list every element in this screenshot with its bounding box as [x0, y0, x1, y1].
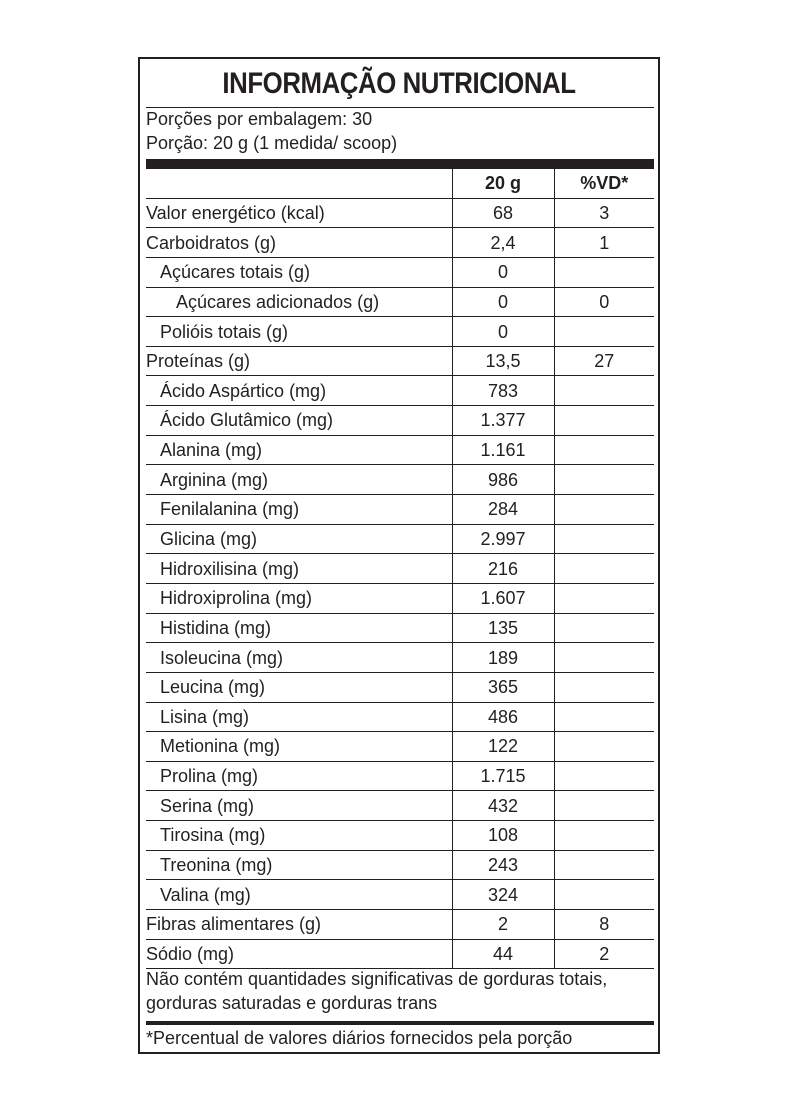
nutrient-name: Tirosina (mg)	[146, 821, 452, 851]
nutrient-name: Serina (mg)	[146, 791, 452, 821]
nutrient-name: Lisina (mg)	[146, 702, 452, 732]
nutrient-name: Ácido Glutâmico (mg)	[146, 406, 452, 436]
nutrient-row	[146, 554, 654, 584]
nutrient-amount: 189	[452, 643, 554, 673]
nutrient-row	[146, 761, 654, 791]
nutrient-dv	[554, 850, 654, 880]
nutrient-row	[146, 791, 654, 821]
footnote-line-1: Não contém quantidades significativas de gorduras totais,	[146, 969, 608, 989]
thick-divider	[146, 159, 654, 169]
nutrient-name: Açúcares totais (g)	[146, 257, 452, 287]
nutrient-row	[146, 376, 654, 406]
nutrient-amount: 0	[452, 257, 554, 287]
nutrient-row	[146, 257, 654, 287]
nutrient-amount: 2	[452, 910, 554, 940]
dv-note: *Percentual de valores diários fornecidos pela porção	[146, 1028, 573, 1048]
nutrient-table	[146, 169, 654, 969]
nutrition-facts-label	[138, 57, 660, 1054]
nutrient-name: Proteínas (g)	[146, 346, 452, 376]
nutrient-dv	[554, 583, 654, 613]
nutrient-dv: 27	[554, 346, 654, 376]
header-amount: 20 g	[452, 169, 554, 198]
nutrient-amount: 0	[452, 317, 554, 347]
serving-size: Porção: 20 g (1 medida/ scoop)	[146, 133, 398, 153]
nutrient-name: Metionina (mg)	[146, 732, 452, 762]
nutrient-dv	[554, 613, 654, 643]
nutrient-name: Hidroxilisina (mg)	[146, 554, 452, 584]
nutrient-row	[146, 435, 654, 465]
nutrient-row	[146, 613, 654, 643]
nutrient-name: Treonina (mg)	[146, 850, 452, 880]
nutrient-dv: 2	[554, 939, 654, 969]
nutrient-dv	[554, 435, 654, 465]
footnote-no-significant	[146, 967, 607, 1015]
nutrient-dv: 1	[554, 228, 654, 258]
nutrient-name: Polióis totais (g)	[146, 317, 452, 347]
nutrient-row	[146, 643, 654, 673]
nutrient-name: Fibras alimentares (g)	[146, 910, 452, 940]
nutrient-name: Hidroxiprolina (mg)	[146, 583, 452, 613]
nutrient-amount: 783	[452, 376, 554, 406]
nutrient-row	[146, 702, 654, 732]
nutrient-amount: 1.607	[452, 583, 554, 613]
nutrient-name: Leucina (mg)	[146, 672, 452, 702]
nutrient-row	[146, 346, 654, 376]
nutrient-amount: 986	[452, 465, 554, 495]
nutrient-name: Valor energético (kcal)	[146, 198, 452, 228]
nutrient-name: Histidina (mg)	[146, 613, 452, 643]
nutrient-row	[146, 880, 654, 910]
nutrient-amount: 1.377	[452, 406, 554, 436]
nutrient-name: Arginina (mg)	[146, 465, 452, 495]
nutrient-dv	[554, 524, 654, 554]
nutrient-row	[146, 524, 654, 554]
nutrient-row	[146, 465, 654, 495]
nutrient-row	[146, 406, 654, 436]
nutrient-dv	[554, 672, 654, 702]
nutrient-dv: 3	[554, 198, 654, 228]
nutrient-dv: 0	[554, 287, 654, 317]
nutrient-name: Alanina (mg)	[146, 435, 452, 465]
nutrient-dv	[554, 257, 654, 287]
nutrient-name: Fenilalanina (mg)	[146, 495, 452, 525]
nutrient-row	[146, 228, 654, 258]
nutrient-dv	[554, 406, 654, 436]
nutrient-row	[146, 910, 654, 940]
table-header-row	[146, 169, 654, 198]
nutrient-dv	[554, 317, 654, 347]
nutrient-dv	[554, 791, 654, 821]
nutrient-amount: 2,4	[452, 228, 554, 258]
nutrient-row	[146, 672, 654, 702]
nutrient-amount: 0	[452, 287, 554, 317]
footnote-line-2: gorduras saturadas e gorduras trans	[146, 993, 438, 1013]
nutrient-row	[146, 495, 654, 525]
nutrient-name: Prolina (mg)	[146, 761, 452, 791]
divider	[146, 107, 654, 108]
nutrient-row	[146, 850, 654, 880]
nutrient-dv	[554, 554, 654, 584]
nutrient-amount: 243	[452, 850, 554, 880]
nutrient-name: Valina (mg)	[146, 880, 452, 910]
nutrient-row	[146, 287, 654, 317]
nutrient-row	[146, 821, 654, 851]
nutrient-amount: 13,5	[452, 346, 554, 376]
nutrient-dv: 8	[554, 910, 654, 940]
nutrient-dv	[554, 702, 654, 732]
nutrient-amount: 284	[452, 495, 554, 525]
nutrient-amount: 324	[452, 880, 554, 910]
nutrient-amount: 108	[452, 821, 554, 851]
nutrient-row	[146, 583, 654, 613]
nutrient-amount: 122	[452, 732, 554, 762]
nutrient-dv	[554, 643, 654, 673]
nutrient-name: Sódio (mg)	[146, 939, 452, 969]
header-dv: %VD*	[554, 169, 654, 198]
nutrient-dv	[554, 495, 654, 525]
nutrient-amount: 486	[452, 702, 554, 732]
nutrient-dv	[554, 761, 654, 791]
nutrient-row	[146, 317, 654, 347]
label-title: INFORMAÇÃO NUTRICIONAL	[222, 67, 576, 100]
header-blank	[146, 169, 452, 198]
nutrient-amount: 1.161	[452, 435, 554, 465]
nutrient-dv	[554, 376, 654, 406]
nutrient-amount: 432	[452, 791, 554, 821]
nutrient-row	[146, 939, 654, 969]
nutrient-amount: 1.715	[452, 761, 554, 791]
nutrient-name: Glicina (mg)	[146, 524, 452, 554]
nutrient-amount: 365	[452, 672, 554, 702]
nutrient-amount: 216	[452, 554, 554, 584]
nutrient-dv	[554, 732, 654, 762]
nutrient-row	[146, 198, 654, 228]
servings-per-package: Porções por embalagem: 30	[146, 109, 373, 129]
nutrient-dv	[554, 821, 654, 851]
nutrient-name: Açúcares adicionados (g)	[146, 287, 452, 317]
nutrient-dv	[554, 465, 654, 495]
nutrient-dv	[554, 880, 654, 910]
nutrient-amount: 135	[452, 613, 554, 643]
nutrient-amount: 44	[452, 939, 554, 969]
nutrient-name: Isoleucina (mg)	[146, 643, 452, 673]
nutrient-amount: 68	[452, 198, 554, 228]
nutrient-name: Carboidratos (g)	[146, 228, 452, 258]
nutrient-amount: 2.997	[452, 524, 554, 554]
nutrient-row	[146, 732, 654, 762]
medium-divider	[146, 1021, 654, 1025]
nutrient-name: Ácido Aspártico (mg)	[146, 376, 452, 406]
